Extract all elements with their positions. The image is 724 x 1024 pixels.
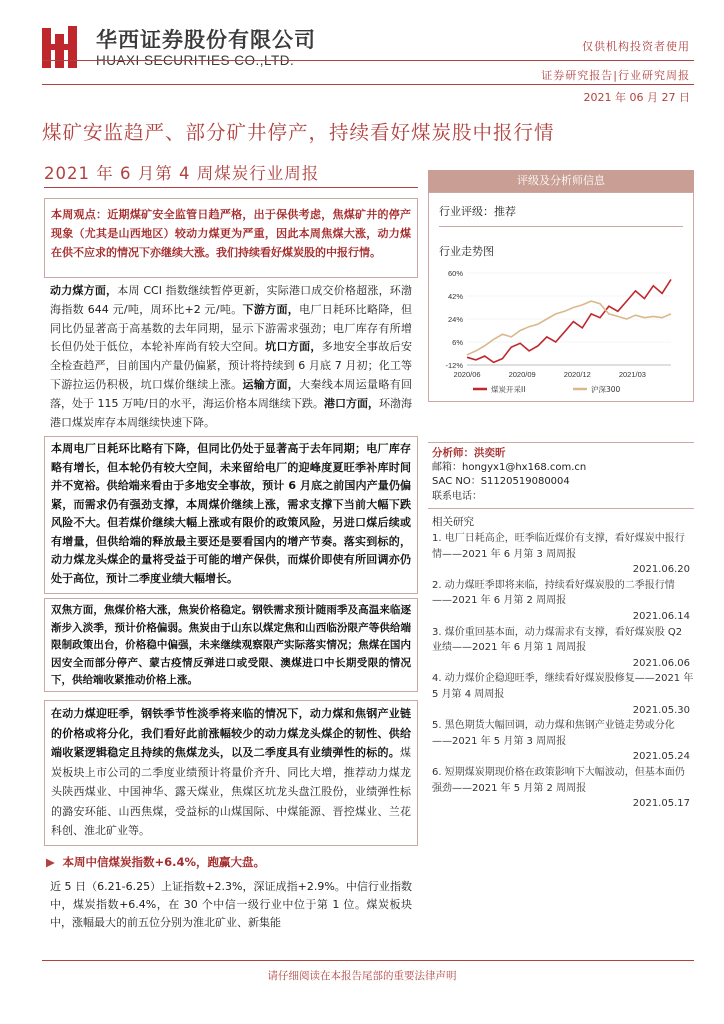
coking-box xyxy=(44,598,418,692)
analyst-email: 邮箱：hongyx1@hx168.com.cn xyxy=(432,461,587,473)
report-category: 证券研究报告|行业研究周报 xyxy=(541,69,690,82)
chart-title: 行业走势图 xyxy=(439,245,494,258)
conclusion-paragraph xyxy=(45,704,417,841)
downstream-text: 电厂日耗环比略降，但同比仍显著高于高基数的去年同期，显示下游需求强劲；电厂库存有所增长但仍处于低位，本轮补库尚有较大空间。 xyxy=(50,302,412,354)
index-paragraph-text: 近 5 日（6.21-6.25）上证指数+2.3%，深证成指+2.9%。中信行业指数中，煤炭指数+6.4%，在 30 个中信一级行业中位于第 1 位。煤炭板块中，涨幅最大的前五位分别为淮北矿业、新集能 xyxy=(50,880,412,929)
y-tick-label: 6% xyxy=(452,338,463,347)
sidebar-header: 评级及分析师信息 xyxy=(428,170,694,192)
related-item[interactable]: 1. 电厂日耗高企，旺季临近煤价有支撑，看好煤炭中报行情——2021 年 6 月第 3 周周报 xyxy=(432,533,685,560)
related-research xyxy=(428,514,694,812)
legend-label: 煤炭开采II xyxy=(491,385,526,394)
related-heading: 相关研究 xyxy=(432,516,474,528)
analyst-block xyxy=(428,446,694,504)
conclusion-box xyxy=(44,700,418,846)
x-tick-label: 2021/03 xyxy=(618,370,646,379)
steam-view-box xyxy=(44,436,418,594)
y-tick-label: 24% xyxy=(447,315,463,324)
steam-coal-text: 本周 CCI 指数继续暂停更新，实际港口成交价格超涨，环渤海指数 644 元/吨，周环比+2 元/吨。 xyxy=(50,284,413,316)
steam-view-text: 本周电厂日耗环比略有下降，但同比仍处于显著高于去年同期；电厂库存略有增长，但本轮仍有较大空间，未来留给电厂的迎峰度夏旺季补库时间并不宽裕。供给端来看由于多地安全事故，预计 6 月底之前国内产量仍偏紧，而需求仍有强劲支撑，本周煤价继续上涨，需求支撑下当前大幅下跌风险不大。但若煤价继续大幅上涨或有限价的政策风险，另进口煤后续或有增量，但供给端的释放最主要还是要看国内的增产节奏。落实到标的，动力煤龙头煤企的量将受益于可能的增产保供，而煤价即使有所回调亦仍处于高位，预计二季度业绩大幅增长。 xyxy=(51,442,411,585)
related-item[interactable]: 6. 短期煤炭期现价格在政策影响下大幅波动，但基本面仍强劲——2021 年 5 月第 2 周周报 xyxy=(432,766,685,794)
legal-notice: 请仔细阅读在本报告尾部的重要法律声明 xyxy=(267,970,457,982)
rating-label: 行业评级： xyxy=(439,205,494,218)
steam-coal-paragraph xyxy=(44,282,418,432)
related-item-date: 2021.06.20 xyxy=(632,564,690,576)
company-name-cn: 华西证券股份有限公司 xyxy=(96,28,316,52)
downstream-label: 下游方面， xyxy=(242,302,300,316)
legend-label: 沪深300 xyxy=(591,385,621,394)
rating-divider xyxy=(439,226,683,227)
related-item[interactable]: 2. 动力煤旺季即将来临，持续看好煤炭股的二季报行情——2021 年 6 月第 2 周周报 xyxy=(432,579,675,607)
sidebar-rating-box xyxy=(428,192,694,402)
x-tick-label: 2020/12 xyxy=(563,370,591,379)
report-subtitle: 2021 年 6 月第 4 周煤炭行业周报 xyxy=(44,164,320,183)
audience-tag: 仅供机构投资者使用 xyxy=(582,40,690,53)
rating-value: 推荐 xyxy=(494,205,516,218)
conclusion-bold: 在动力煤迎旺季，钢铁季节性淡季将来临的情况下，动力煤和焦钢产业链的价格或将分化，我们看好此前涨幅较少的动力煤龙头煤企的韧性、供给端收紧逻辑稳定且持续的焦煤龙头，以及二季度具有业绩弹性的标的。 xyxy=(51,707,411,759)
company-name-en: HUAXI SECURITIES CO.,LTD. xyxy=(96,53,295,68)
summary-label: 本周观点： xyxy=(51,208,108,221)
series-line-0 xyxy=(467,279,671,362)
port-label: 港口方面， xyxy=(323,396,379,410)
related-item-date: 2021.05.17 xyxy=(632,798,690,810)
coking-label: 双焦方面， xyxy=(51,604,104,616)
related-item[interactable]: 5. 黑色期货大幅回调，动力煤和焦钢产业链走势或分化——2021 年 5 月第 3 周周报 xyxy=(432,720,675,747)
port-text: 环渤海港口煤炭库存本周继续快速下降。 xyxy=(50,396,413,429)
summary-box xyxy=(44,198,418,278)
y-tick-label: -12% xyxy=(445,361,463,370)
analyst-name: 洪奕昕 xyxy=(474,447,506,459)
related-divider xyxy=(428,508,694,509)
related-item[interactable]: 3. 煤价重回基本面，动力煤需求有支撑，看好煤炭股 Q2 业绩——2021 年 6 月第 1 周周报 xyxy=(432,626,683,654)
conclusion-text: 煤炭板块上市公司的二季度业绩预计将量价齐升、同比大增，推荐动力煤龙头陕西煤业、中国神华、露天煤业，焦煤区坑龙头盘江股份，业绩弹性标的潞安环能、山西焦煤，受益标的山煤国际、中煤能源、晋控煤业、兰花科创、淮北矿业等。 xyxy=(51,746,411,837)
mine-label: 坑口方面， xyxy=(265,340,322,354)
x-tick-label: 2020/06 xyxy=(453,370,481,379)
analyst-phone: 联系电话： xyxy=(432,490,482,502)
analyst-name-row xyxy=(428,446,694,461)
x-tick-label: 2020/09 xyxy=(508,370,536,379)
related-item-date: 2021.06.06 xyxy=(632,657,690,669)
huaxi-logo-icon xyxy=(42,26,82,68)
analyst-label: 分析师： xyxy=(432,447,474,459)
report-date: 2021 年 06 月 27 日 xyxy=(583,91,690,104)
mine-text: 多地安全事故后安全检查趋严，目前国内产量仍偏紧，预计将持续到 6 月底 7 月初；化工等下游拉运仍积极，坑口煤价继续上涨。 xyxy=(50,340,413,391)
analyst-divider xyxy=(428,442,694,443)
summary-text: 近期煤矿安全监管日趋严格，出于保供考虑，焦煤矿井的停产现象（尤其是山西地区）较动力煤更为严重，因此本周焦煤大涨，动力煤在供不应求的情况下亦继续大涨。我们持续看好煤炭股的中报行情。 xyxy=(51,208,412,260)
industry-trend-chart xyxy=(433,265,689,397)
report-title: 煤矿安监趋严、部分矿井停产，持续看好煤炭股中报行情 xyxy=(42,121,555,144)
bullet-arrow-icon: ▶ xyxy=(46,855,55,869)
transport-text: 大秦线本周运量略有回落，处于 115 万吨/日的水平，海运价格本周继续下跌。 xyxy=(50,377,413,410)
y-tick-label: 42% xyxy=(447,292,463,301)
footer-divider xyxy=(42,960,694,961)
header-divider xyxy=(42,60,694,61)
related-item-date: 2021.06.14 xyxy=(632,610,690,622)
subtitle-divider xyxy=(44,187,418,188)
rating-row xyxy=(439,203,516,219)
y-tick-label: 60% xyxy=(447,269,463,278)
index-bullet-text: 本周中信煤炭指数+6.4%，跑赢大盘。 xyxy=(62,855,266,869)
index-bullet xyxy=(46,854,416,870)
index-paragraph xyxy=(44,878,418,932)
summary-paragraph xyxy=(45,205,417,263)
coking-paragraph xyxy=(45,602,417,690)
header-divider-2 xyxy=(42,84,694,85)
related-item-date: 2021.05.24 xyxy=(632,751,690,763)
related-item-date: 2021.05.30 xyxy=(632,704,690,716)
transport-label: 运输方面， xyxy=(242,377,300,391)
steam-coal-section xyxy=(44,282,418,432)
series-line-1 xyxy=(467,301,671,355)
analyst-sac: SAC NO：S1120519080004 xyxy=(432,476,570,487)
steam-coal-label: 动力煤方面， xyxy=(50,284,118,297)
related-list xyxy=(432,531,694,812)
coking-text: 焦煤价格大涨，焦炭价格稳定。钢铁需求预计随雨季及高温来临逐渐步入淡季，预计价格偏弱。焦炭由于山东以煤定焦和山西临汾限产等供给端限制政策出台，价格稳中偏强，未来继续观察限产实际落实情况；焦煤在国内因安全而部分停产、蒙古疫情反弹进口或受限、澳煤进口中长期受限的情况下，供给端收紧推动价格上涨。 xyxy=(51,604,412,686)
related-item[interactable]: 4. 动力煤价企稳迎旺季，继续看好煤炭股修复——2021 年 5 月第 4 周周报 xyxy=(432,673,694,700)
